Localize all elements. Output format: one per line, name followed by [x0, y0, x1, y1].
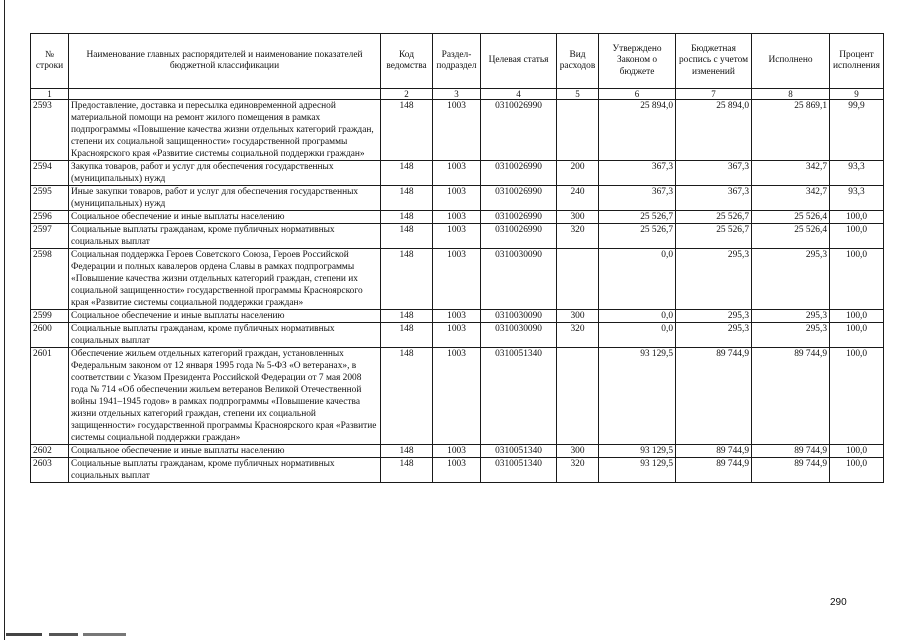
row-name: Социальное обеспечение и иные выплаты населению	[69, 445, 381, 458]
table-row	[31, 445, 884, 458]
row-number: 2601	[31, 348, 69, 445]
row-name: Закупка товаров, работ и услуг для обеспечения государственных (муниципальных) нужд	[69, 161, 381, 186]
row-schedule: 295,3	[676, 249, 752, 310]
row-executed: 295,3	[752, 323, 830, 348]
row-schedule: 367,3	[676, 186, 752, 211]
row-name: Предоставление, доставка и пересылка единовременной адресной материальной помощи на ремонт жилого помещения в рамках подпрограммы «Повышение качества жизни отдельных категорий граждан, степени их социальной защищенности» государственной программы Красноярского края «Развитие системы социальной поддержки граждан»	[69, 100, 381, 161]
row-schedule: 89 744,9	[676, 348, 752, 445]
row-schedule: 25 526,7	[676, 211, 752, 224]
row-schedule: 25 526,7	[676, 224, 752, 249]
row-percent: 100,0	[830, 310, 884, 323]
row-number: 2598	[31, 249, 69, 310]
row-executed: 89 744,9	[752, 458, 830, 483]
page-number: 290	[830, 597, 847, 608]
table-row	[31, 458, 884, 483]
header-section: Раздел-подраздел	[433, 34, 481, 89]
row-schedule: 89 744,9	[676, 458, 752, 483]
row-schedule: 89 744,9	[676, 445, 752, 458]
row-number: 2593	[31, 100, 69, 161]
row-approved: 25 526,7	[599, 224, 676, 249]
row-target: 0310030090	[481, 249, 557, 310]
row-section: 1003	[433, 211, 481, 224]
row-section: 1003	[433, 323, 481, 348]
row-schedule: 367,3	[676, 161, 752, 186]
col-number: 9	[830, 89, 884, 100]
table-row	[31, 310, 884, 323]
row-section: 1003	[433, 161, 481, 186]
row-target: 0310051340	[481, 348, 557, 445]
row-section: 1003	[433, 310, 481, 323]
row-executed: 295,3	[752, 249, 830, 310]
row-approved: 0,0	[599, 323, 676, 348]
row-schedule: 25 894,0	[676, 100, 752, 161]
row-section: 1003	[433, 249, 481, 310]
table-row	[31, 100, 884, 161]
row-percent: 100,0	[830, 445, 884, 458]
row-expense-type: 320	[557, 224, 599, 249]
row-name: Иные закупки товаров, работ и услуг для обеспечения государственных (муниципальных) нужд	[69, 186, 381, 211]
row-percent: 100,0	[830, 323, 884, 348]
row-name: Социальные выплаты гражданам, кроме публичных нормативных социальных выплат	[69, 323, 381, 348]
row-dept-code: 148	[381, 186, 433, 211]
header-row	[31, 34, 884, 89]
row-section: 1003	[433, 186, 481, 211]
row-dept-code: 148	[381, 323, 433, 348]
col-number: 8	[752, 89, 830, 100]
row-target: 0310026990	[481, 186, 557, 211]
col-number: 3	[433, 89, 481, 100]
scan-edge-rule	[4, 0, 5, 640]
row-name: Социальная поддержка Героев Советского Союза, Героев Российской Федерации и полных кавалеров ордена Славы в рамках подпрограммы «Повышение качества жизни отдельных категорий граждан, степени их социальной защищенности» государственной программы Красноярского края «Развитие системы социальной поддержки граждан»	[69, 249, 381, 310]
row-number: 2602	[31, 445, 69, 458]
row-number: 2599	[31, 310, 69, 323]
row-executed: 89 744,9	[752, 348, 830, 445]
table-row	[31, 224, 884, 249]
row-name: Социальное обеспечение и иные выплаты населению	[69, 211, 381, 224]
row-target: 0310026990	[481, 161, 557, 186]
row-percent: 100,0	[830, 348, 884, 445]
row-section: 1003	[433, 100, 481, 161]
row-expense-type	[557, 348, 599, 445]
row-percent: 100,0	[830, 249, 884, 310]
row-number: 2600	[31, 323, 69, 348]
col-number: 2	[381, 89, 433, 100]
row-approved: 25 526,7	[599, 211, 676, 224]
row-approved: 0,0	[599, 249, 676, 310]
row-executed: 25 526,4	[752, 224, 830, 249]
row-percent: 100,0	[830, 211, 884, 224]
row-number: 2603	[31, 458, 69, 483]
col-number: 5	[557, 89, 599, 100]
header-percent: Процент исполнения	[830, 34, 884, 89]
row-dept-code: 148	[381, 458, 433, 483]
row-section: 1003	[433, 224, 481, 249]
row-name: Обеспечение жильем отдельных категорий граждан, установленных Федеральным законом от 12 января 1995 года № 5-ФЗ «О ветеранах», в соответствии с Указом Президента Российской Федерации от 7 мая 2008 года № 714 «Об обеспечении жильем ветеранов Великой Отечественной войны 1941–1945 годов» в рамках подпрограммы «Повышение качества жизни отдельных категорий граждан, степени их социальной защищенности» государственной программы Красноярского края «Развитие системы социальной поддержки граждан»	[69, 348, 381, 445]
col-number: 4	[481, 89, 557, 100]
col-number	[69, 89, 381, 100]
header-name: Наименование главных распорядителей и наименование показателей бюджетной классификации	[69, 34, 381, 89]
row-approved: 93 129,5	[599, 458, 676, 483]
row-dept-code: 148	[381, 224, 433, 249]
row-executed: 89 744,9	[752, 445, 830, 458]
row-number: 2595	[31, 186, 69, 211]
column-number-row	[31, 89, 884, 100]
header-approved: Утверждено Законом о бюджете	[599, 34, 676, 89]
col-number: 6	[599, 89, 676, 100]
row-expense-type: 240	[557, 186, 599, 211]
header-target: Целевая статья	[481, 34, 557, 89]
row-approved: 25 894,0	[599, 100, 676, 161]
row-approved: 93 129,5	[599, 445, 676, 458]
col-number: 7	[676, 89, 752, 100]
row-expense-type: 320	[557, 458, 599, 483]
row-dept-code: 148	[381, 161, 433, 186]
budget-table	[30, 33, 884, 483]
header-executed: Исполнено	[752, 34, 830, 89]
row-target: 0310051340	[481, 458, 557, 483]
row-target: 0310026990	[481, 211, 557, 224]
col-number: 1	[31, 89, 69, 100]
header-expense-type: Вид расходов	[557, 34, 599, 89]
row-expense-type: 200	[557, 161, 599, 186]
row-approved: 0,0	[599, 310, 676, 323]
row-expense-type	[557, 100, 599, 161]
row-target: 0310030090	[481, 310, 557, 323]
row-expense-type: 300	[557, 310, 599, 323]
row-dept-code: 148	[381, 211, 433, 224]
header-row-no: № строки	[31, 34, 69, 89]
row-percent: 100,0	[830, 224, 884, 249]
row-dept-code: 148	[381, 445, 433, 458]
row-percent: 93,3	[830, 161, 884, 186]
row-dept-code: 148	[381, 310, 433, 323]
row-expense-type: 300	[557, 211, 599, 224]
row-target: 0310051340	[481, 445, 557, 458]
row-name: Социальные выплаты гражданам, кроме публичных нормативных социальных выплат	[69, 458, 381, 483]
row-name: Социальные выплаты гражданам, кроме публичных нормативных социальных выплат	[69, 224, 381, 249]
row-expense-type	[557, 249, 599, 310]
row-section: 1003	[433, 458, 481, 483]
row-name: Социальное обеспечение и иные выплаты населению	[69, 310, 381, 323]
row-executed: 25 526,4	[752, 211, 830, 224]
row-dept-code: 148	[381, 100, 433, 161]
row-section: 1003	[433, 348, 481, 445]
row-percent: 99,9	[830, 100, 884, 161]
row-dept-code: 148	[381, 249, 433, 310]
row-approved: 367,3	[599, 186, 676, 211]
table-row	[31, 348, 884, 445]
table-row	[31, 249, 884, 310]
row-target: 0310026990	[481, 224, 557, 249]
row-number: 2594	[31, 161, 69, 186]
row-executed: 25 869,1	[752, 100, 830, 161]
header-dept-code: Код ведомства	[381, 34, 433, 89]
row-percent: 100,0	[830, 458, 884, 483]
table-row	[31, 323, 884, 348]
row-target: 0310030090	[481, 323, 557, 348]
row-schedule: 295,3	[676, 310, 752, 323]
row-percent: 93,3	[830, 186, 884, 211]
row-executed: 342,7	[752, 161, 830, 186]
row-schedule: 295,3	[676, 323, 752, 348]
row-executed: 342,7	[752, 186, 830, 211]
scan-artifact	[6, 633, 126, 636]
table-row	[31, 211, 884, 224]
row-target: 0310026990	[481, 100, 557, 161]
row-executed: 295,3	[752, 310, 830, 323]
header-budget-schedule: Бюджетная роспись с учетом изменений	[676, 34, 752, 89]
row-expense-type: 320	[557, 323, 599, 348]
row-section: 1003	[433, 445, 481, 458]
table-row	[31, 161, 884, 186]
row-approved: 367,3	[599, 161, 676, 186]
row-approved: 93 129,5	[599, 348, 676, 445]
row-number: 2596	[31, 211, 69, 224]
row-number: 2597	[31, 224, 69, 249]
table-row	[31, 186, 884, 211]
row-expense-type: 300	[557, 445, 599, 458]
row-dept-code: 148	[381, 348, 433, 445]
